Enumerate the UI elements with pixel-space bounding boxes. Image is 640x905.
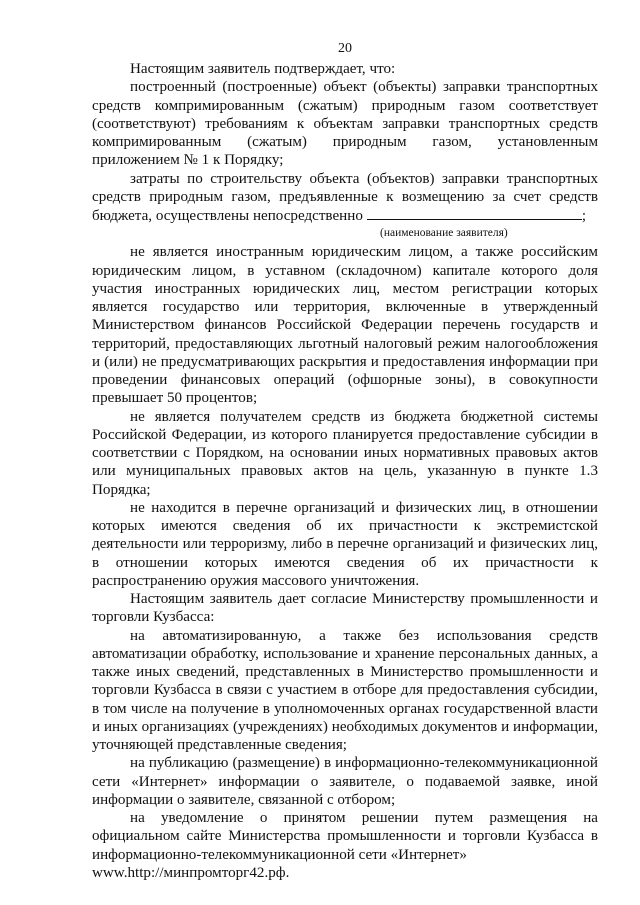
applicant-name-caption: (наименование заявителя) [380, 227, 508, 240]
paragraph-not-in-extremist-list: не находится в перечне организаций и физических лиц, в отношении которых имеются сведения об их причастности к экстремистской деятельности или терроризму, либо в перечне организаций и физических лиц, в отношении которых имеются сведения об их причастности к распространению оружия массового уничтожения. [92, 499, 598, 589]
paragraph-facility-compliance: построенный (построенные) объект (объекты) заправки транспортных средств компримированным (сжатым) природным газом соответствует (соответствуют) требованиям к объектам заправки транспортных средств компримированным (сжатым) природным газом, установленным приложением № 1 к Порядку; [92, 79, 598, 169]
paragraph-construction-costs-end: ; [581, 208, 587, 224]
page-number: 20 [338, 41, 352, 56]
paragraph-construction-costs [92, 170, 598, 226]
paragraph-consent-publication: на публикацию (размещение) в информационно-телекоммуникационной сети «Интернет» информации о заявителе, о подаваемой заявке, иной информации о заявителе, связанной с отбором; [92, 755, 598, 808]
paragraph-not-foreign-entity: не является иностранным юридическим лицом, а также российским юридическим лицом, в уставном (складочном) капитале которого доля участия иностранных юридических лиц, местом регистрации которых является государство или территория, включенные в утвержденный Министерством финансов Российской Федерации перечень государств и территорий, предоставляющих льготный налоговый режим налогообложения и (или) не предусматривающих раскрытия и предоставления информации при проведении финансовых операций (офшорные зоны), в совокупности превышает 50 процентов; [92, 244, 598, 407]
paragraph-construction-costs-text: затраты по строительству объекта (объектов) заправки транспортных средств природным газом, предъявленные к возмещению за счет средств бюджета, осуществлены непосредственно [92, 170, 598, 224]
paragraph-consent-notification: на уведомление о принятом решении путем размещения на официальном сайте Министерства промышленности и торговли Кузбасса в информационно-телекоммуникационной сети «Интернет» [92, 810, 598, 863]
paragraph-not-budget-recipient: не является получателем средств из бюджета бюджетной системы Российской Федерации, из которого планируется предоставление субсидии в соответствии с Порядком, на основании иных нормативных правовых актов или муниципальных правовых актов на цель, указанную в пункте 1.3 Порядка; [92, 408, 598, 498]
paragraph-consent-intro: Настоящим заявитель дает согласие Министерству промышленности и торговли Кузбасса: [92, 591, 598, 626]
ministry-website-link[interactable]: www.http://минпромторг42.рф. [92, 864, 290, 881]
document-body [92, 60, 598, 882]
applicant-name-blank [367, 206, 582, 220]
paragraph-confirmation-intro: Настоящим заявитель подтверждает, что: [130, 61, 396, 77]
paragraph-consent-data-processing: на автоматизированную, а также без использования средств автоматизации обработку, использование и хранение персональных данных, а также иных сведений, представленных в Министерство промышленности и торговли Кузбасса в связи с участием в отборе для предоставления субсидии, в том числе на получение в уполномоченных органах государственной власти и иных организациях (учреждениях) необходимых документов и информации, уточняющей представленные сведения; [92, 627, 598, 753]
